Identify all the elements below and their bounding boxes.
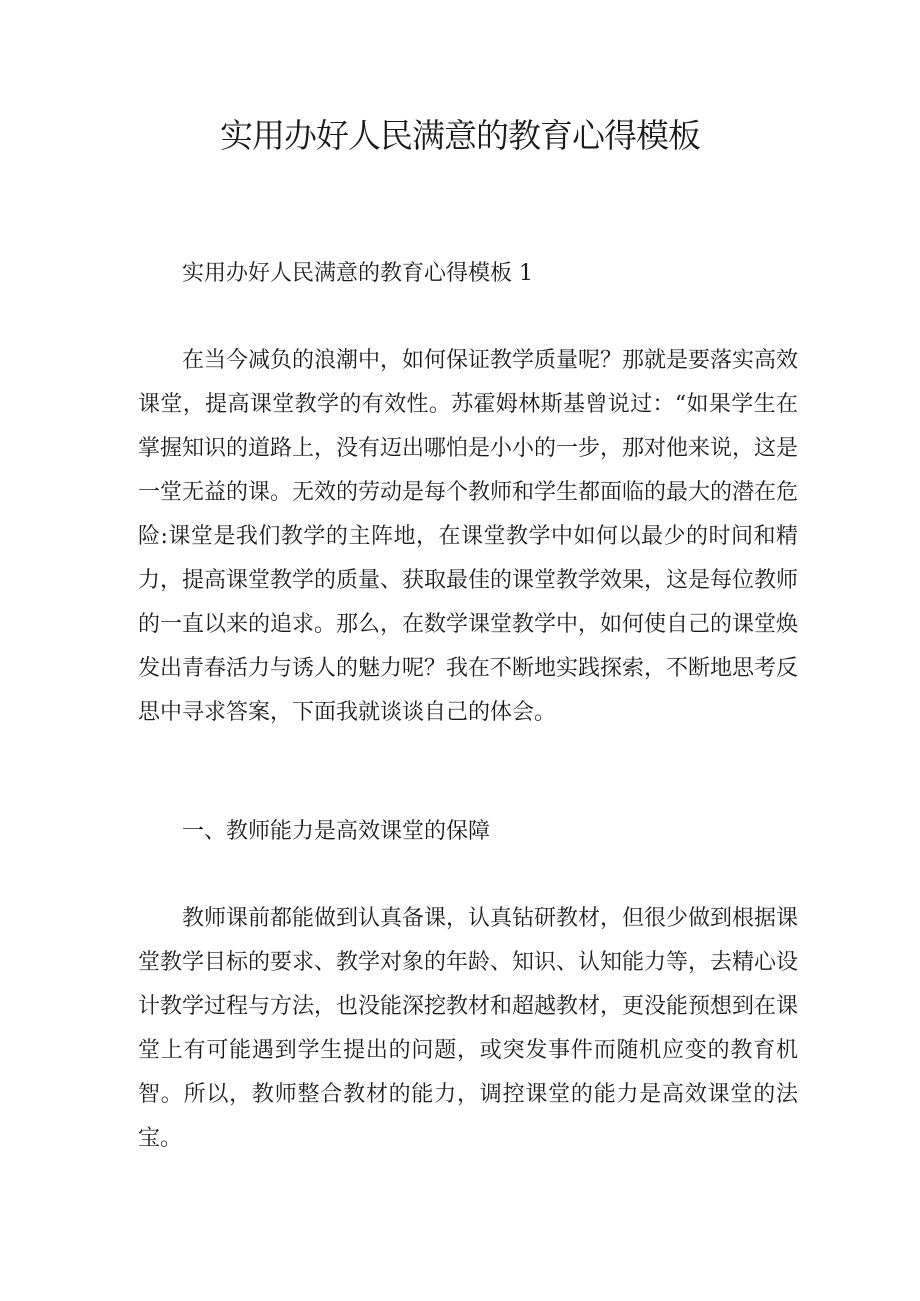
paragraph-intro: 在当今减负的浪潮中，如何保证教学质量呢？那就是要落实高效课堂，提高课堂教学的有效性。苏霍姆林斯基曾说过：“如果学生在掌握知识的道路上，没有迈出哪怕是小小的一步，那对他来说，这是一堂无益的课。无效的劳动是每个教师和学生都面临的最大的潜在危险:课堂是我们教学的主阵地，在课堂教学中如何以最少的时间和精力，提高课堂教学的质量、获取最佳的课堂教学效果，这是每位教师的一直以来的追求。那么，在数学课堂教学中，如何使自己的课堂焕发出青春活力与诱人的魅力呢？我在不断地实践探索，不断地思考反思中寻求答案，下面我就谈谈自己的体会。: [138, 348, 799, 725]
document-title: 实用办好人民满意的教育心得模板: [220, 116, 700, 155]
paragraph-teacher-ability: 教师课前都能做到认真备课，认真钻研教材，但很少做到根据课堂教学目标的要求、教学对象的年龄、知识、认知能力等，去精心设计教学过程与方法，也没能深挖教材和超越教材，更没能预想到在课堂上有可能遇到学生提出的问题，或突发事件而随机应变的教育机智。所以，教师整合教材的能力，调控课堂的能力是高效课堂的法宝。: [138, 906, 799, 1151]
section-heading: 一、教师能力是高效课堂的保障: [182, 819, 491, 844]
section-subtitle: 实用办好人民满意的教育心得模板 1: [182, 261, 533, 286]
